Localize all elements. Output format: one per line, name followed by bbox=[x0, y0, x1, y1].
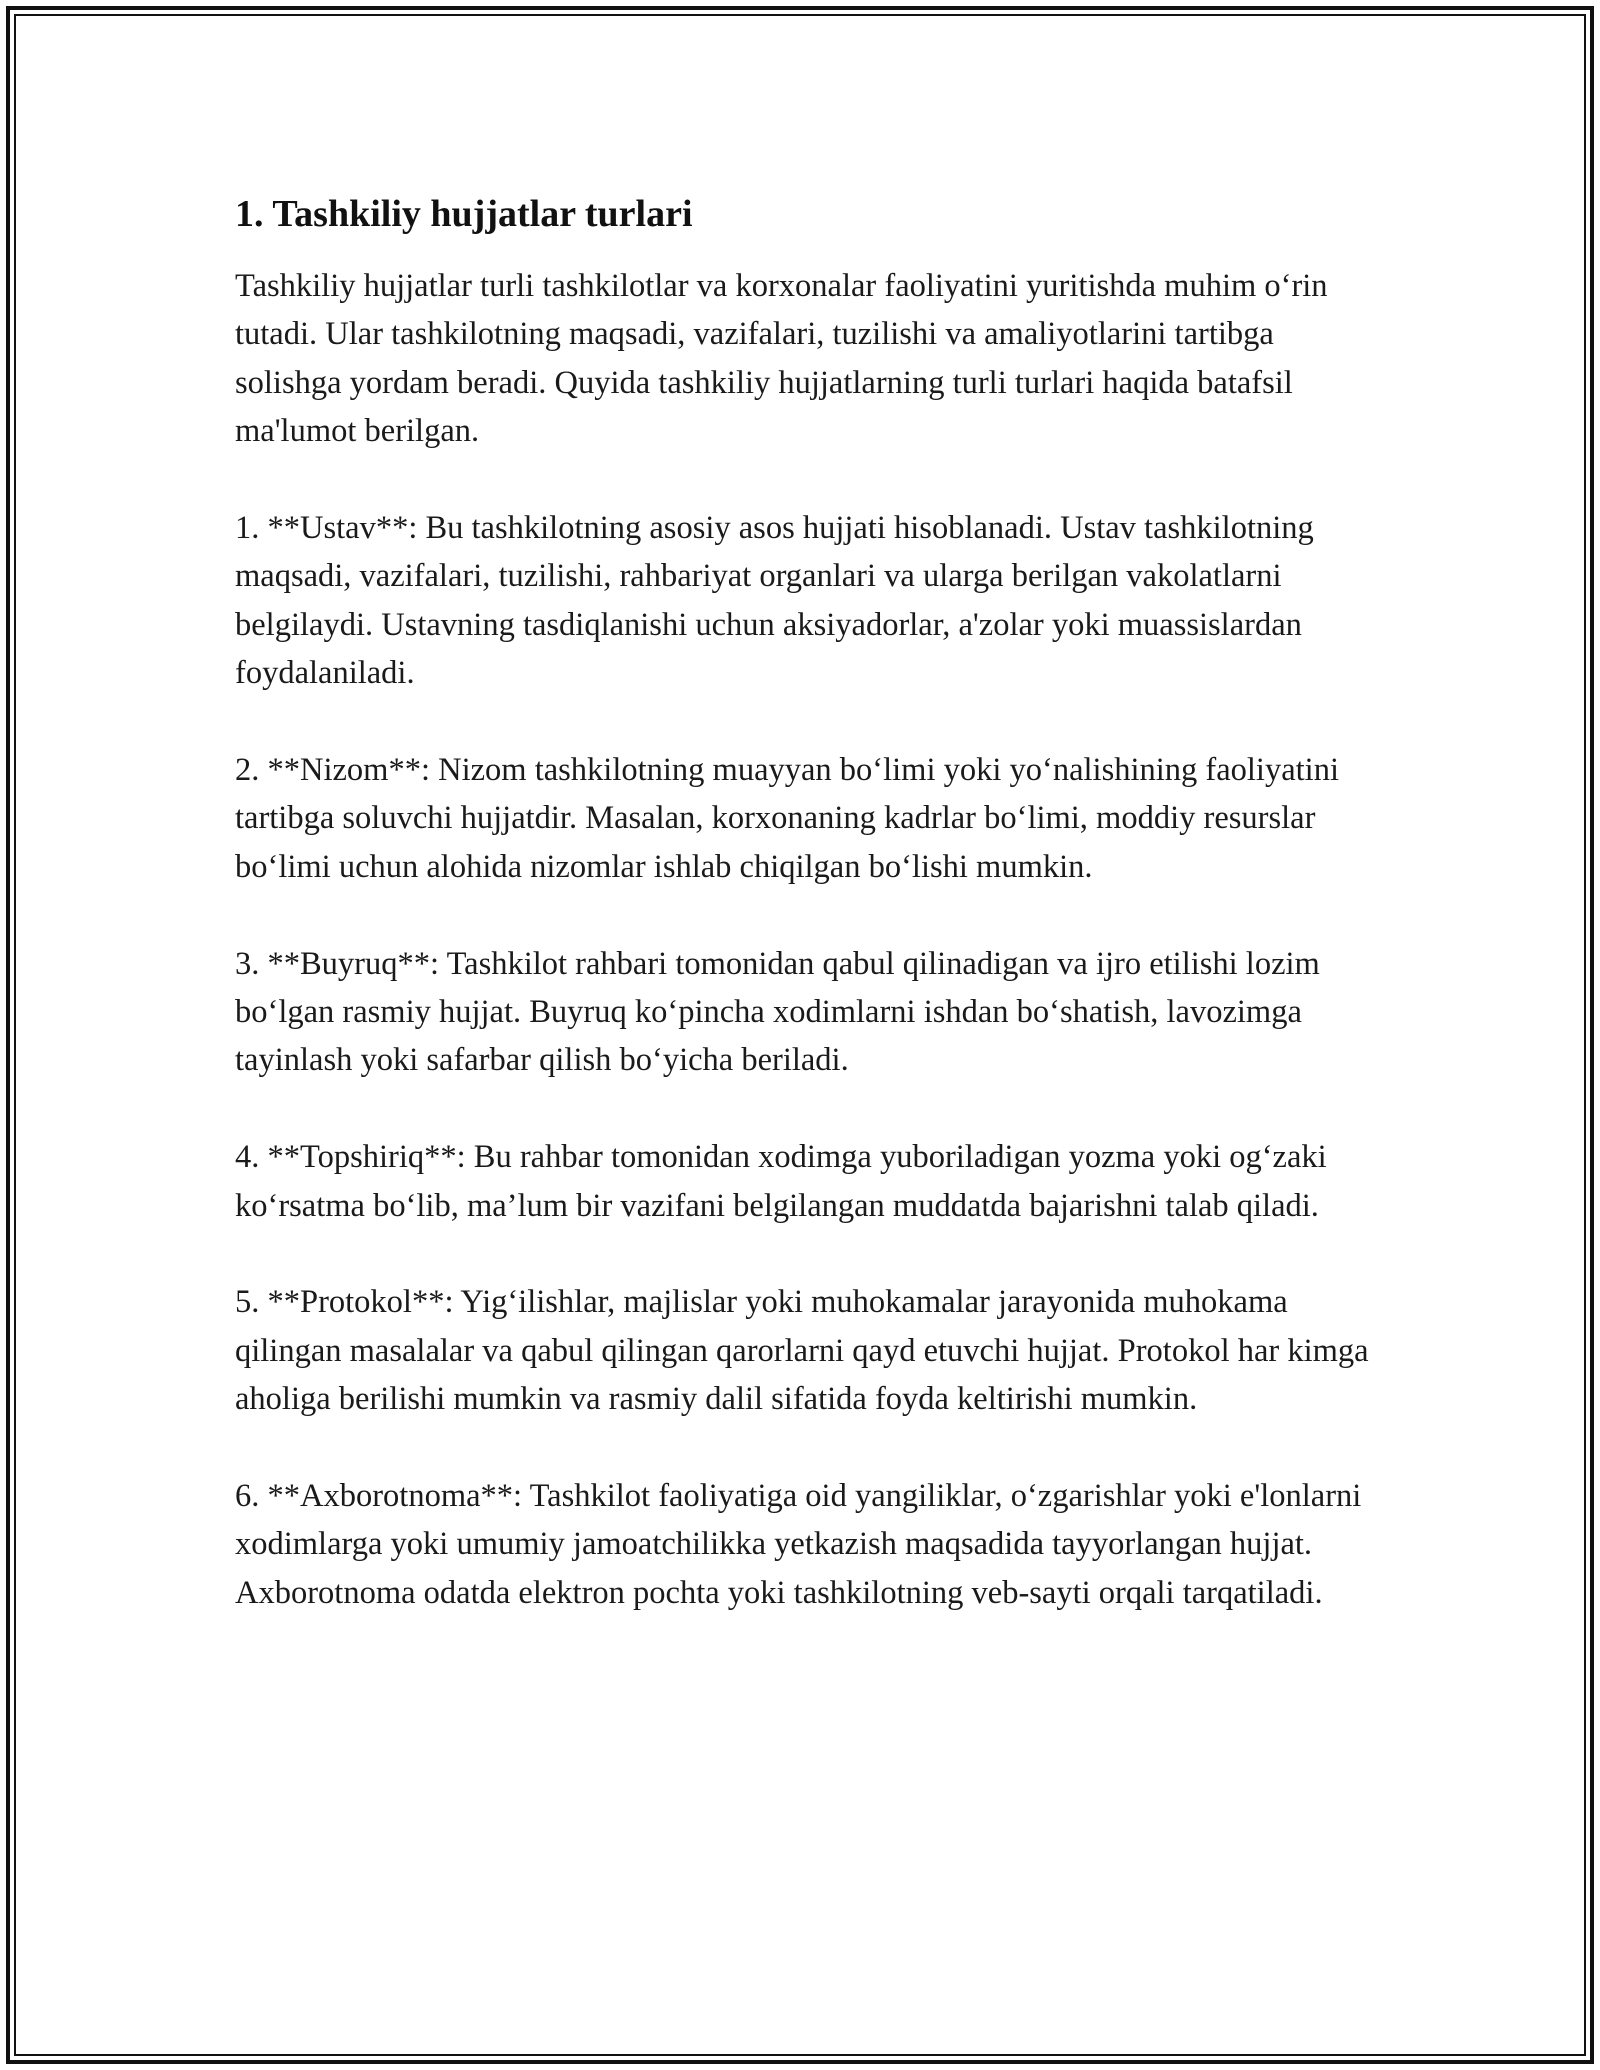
list-item-buyruq: 3. **Buyruq**: Tashkilot rahbari tomonidan qabul qilinadigan va ijro etilishi lozim bo‘lgan rasmiy hujjat. Buyruq ko‘pincha xodimlarni ishdan bo‘shatish, lavozimga tayinlash yoki safarbar qilish bo‘yicha beriladi. bbox=[235, 945, 1320, 1079]
list-item-nizom: 2. **Nizom**: Nizom tashkilotning muayyan bo‘limi yoki yo‘nalishining faoliyatini tartibga soluvchi hujjatdir. Masalan, korxonaning kadrlar bo‘limi, moddiy resurslar bo‘limi uchun alohida nizomlar ishlab chiqilgan bo‘lishi mumkin. bbox=[235, 752, 1339, 885]
intro-paragraph: Tashkiliy hujjatlar turli tashkilotlar va korxonalar faoliyatini yuritishda muhim o‘rin tutadi. Ular tashkilotning maqsadi, vazifalari, tuzilishi va amaliyotlarini tartibga solishga yordam beradi. Quyida tashkiliy hujjatlarning turli turlari haqida batafsil ma'lumot berilgan. bbox=[235, 268, 1328, 450]
document-body bbox=[235, 190, 1385, 1666]
list-item-axborotnoma: 6. **Axborotnoma**: Tashkilot faoliyatiga oid yangiliklar, o‘zgarishlar yoki e'lonlarni xodimlarga yoki umumiy jamoatchilikka yetkazish maqsadida tayyorlangan hujjat. Axborotnoma odatda elektron pochta yoki tashkilotning veb-sayti orqali tarqatiladi. bbox=[235, 1478, 1362, 1611]
list-item-protokol: 5. **Protokol**: Yig‘ilishlar, majlislar yoki muhokamalar jarayonida muhokama qilingan masalalar va qabul qilingan qarorlarni qayd etuvchi hujjat. Protokol har kimga aholiga berilishi mumkin va rasmiy dalil sifatida foyda keltirishi mumkin. bbox=[235, 1284, 1369, 1418]
document-title: 1. Tashkiliy hujjatlar turlari bbox=[235, 193, 693, 235]
list-item-ustav: 1. **Ustav**: Bu tashkilotning asosiy asos hujjati hisoblanadi. Ustav tashkilotning maqsadi, vazifalari, tuzilishi, rahbariyat organlari va ularga berilgan vakolatlarni belgilaydi. Ustavning tasdiqlanishi uchun aksiyadorlar, a'zolar yoki muassislardan foydalaniladi. bbox=[235, 510, 1314, 692]
list-item-topshiriq: 4. **Topshiriq**: Bu rahbar tomonidan xodimga yuboriladigan yozma yoki og‘zaki ko‘rsatma bo‘lib, ma’lum bir vazifani belgilangan muddatda bajarishni talab qiladi. bbox=[235, 1139, 1327, 1224]
